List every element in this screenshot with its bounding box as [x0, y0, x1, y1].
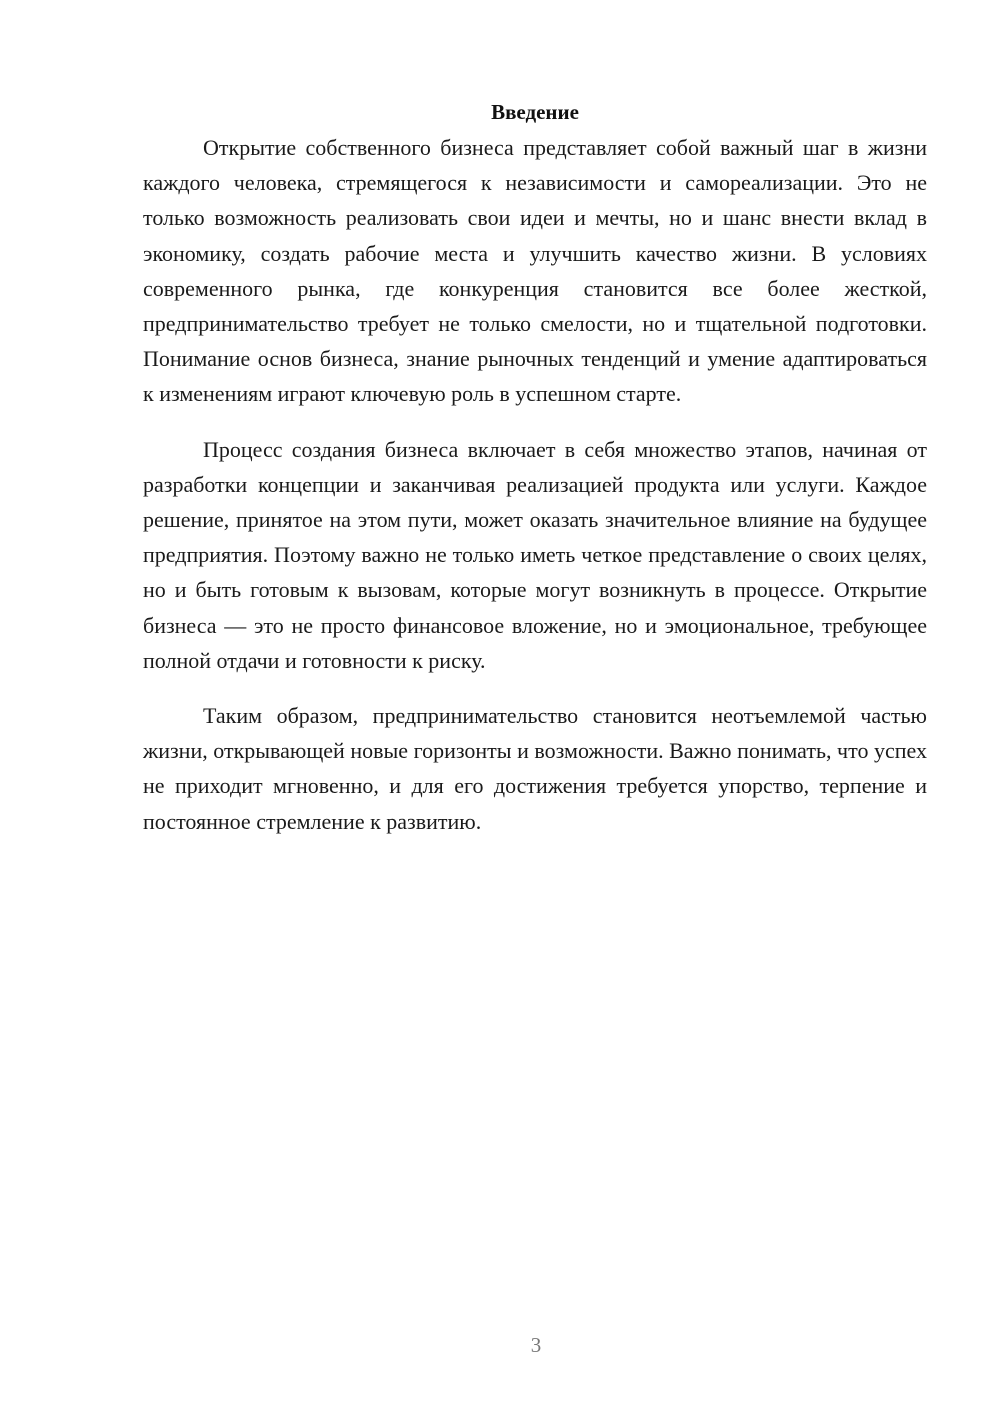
paragraph-1: Открытие собственного бизнеса представляет собой важный шаг в жизни каждого человека, стремящегося к независимости и самореализации. Это не только возможность реализовать свои идеи и мечты, но и шанс внести вклад в экономику, создать рабочие места и улучшить качество жизни. В условиях современного рынка, где конкуренция становится все более жесткой, предпринимательство требует не только смелости, но и тщательной подготовки. Понимание основ бизнеса, знание рыночных тенденций и умение адаптироваться к изменениям играют ключевую роль в успешном старте. [143, 135, 927, 407]
page-number: 3 [530, 1333, 542, 1357]
paragraph-3: Таким образом, предпринимательство становится неотъемлемой частью жизни, открывающей новые горизонты и возможности. Важно понимать, что успех не приходит мгновенно, и для его достижения требуется упорство, терпение и постоянное стремление к развитию. [143, 703, 927, 834]
document-body [143, 96, 927, 859]
paragraph-2: Процесс создания бизнеса включает в себя множество этапов, начиная от разработки концепции и заканчивая реализацией продукта или услуги. Каждое решение, принятое на этом пути, может оказать значительное влияние на будущее предприятия. Поэтому важно не только иметь четкое представление о своих целях, но и быть готовым к вызовам, которые могут возникнуть в процессе. Открытие бизнеса — это не просто финансовое вложение, но и эмоциональное, требующее полной отдачи и готовности к риску. [143, 436, 927, 673]
section-heading: Введение [491, 100, 579, 124]
